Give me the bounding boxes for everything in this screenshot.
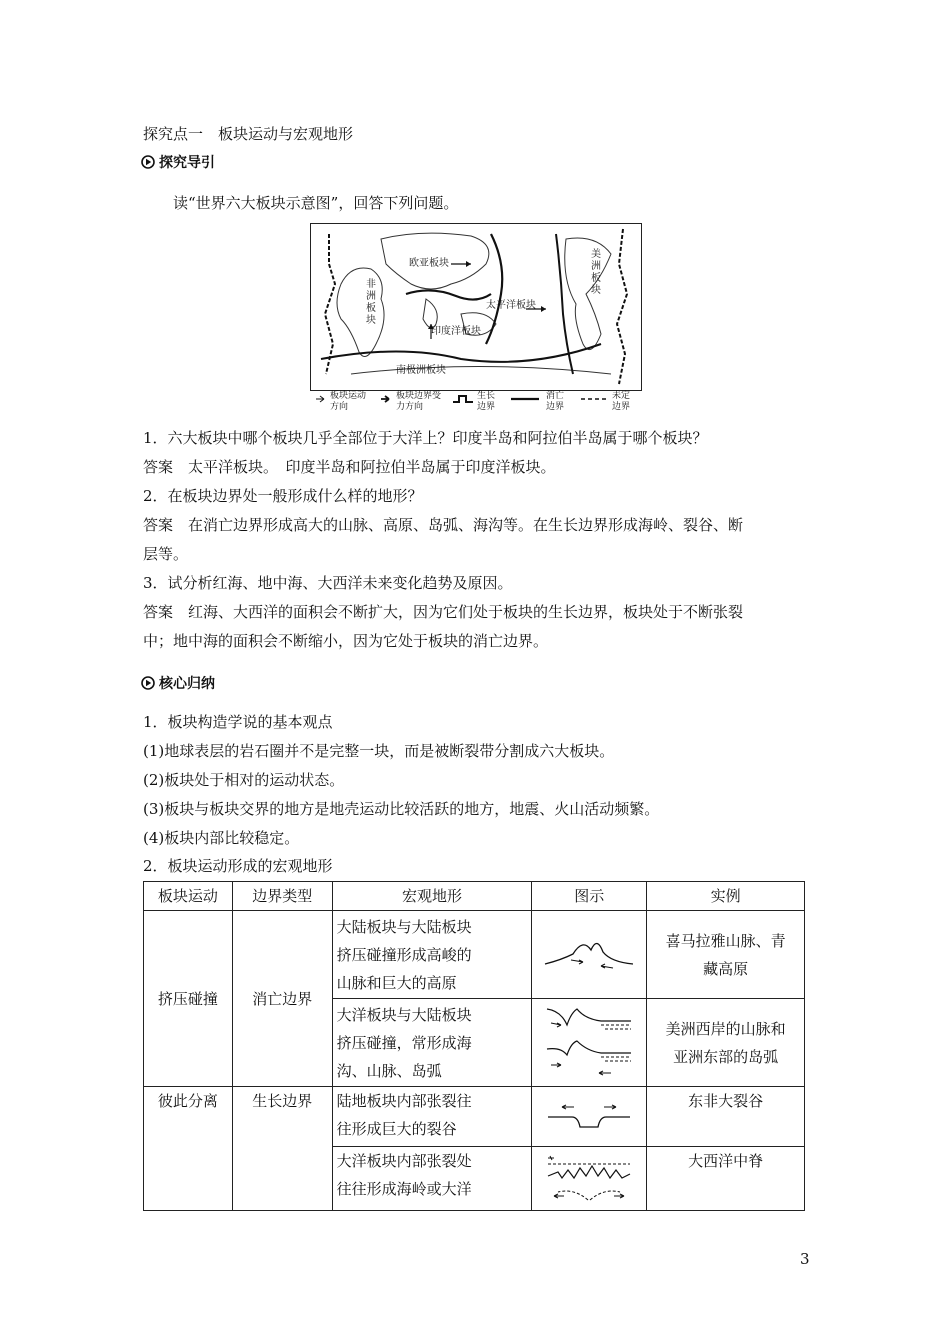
guide-heading-label: 探究导引 — [159, 155, 215, 171]
question-3: 3．试分析红海、地中海、大西洋未来变化趋势及原因。 — [143, 574, 513, 592]
motion-arrow-icon — [315, 394, 329, 404]
question-2: 2．在板块边界处一般形成什么样的地形？ — [143, 487, 423, 505]
plate-label-pacific: 太平洋板块 — [486, 300, 536, 311]
map-legend — [310, 389, 640, 417]
landform-line: 往形成巨大的裂谷 — [336, 1120, 457, 1138]
undefined-boundary-icon — [580, 395, 608, 403]
table-header-row — [144, 882, 805, 911]
example-line: 大西洋中脊 — [688, 1152, 764, 1170]
legend-label-spreading: 生长边界 — [477, 391, 496, 412]
landform-line: 挤压碰撞形成高峻的 — [336, 945, 472, 964]
diagram-cell — [532, 911, 647, 999]
landform-line: 大洋板块与大陆板块 — [336, 1005, 472, 1024]
force-arrow-icon — [380, 394, 394, 404]
play-circle-icon — [141, 676, 155, 690]
example-line: 美洲西岸的山脉和 — [665, 1019, 786, 1038]
motion-cell: 彼此分离 — [144, 1087, 233, 1211]
landform-cell — [332, 911, 532, 999]
core-point-2-title: 2．板块运动形成的宏观地形 — [143, 857, 333, 875]
landform-cell — [332, 999, 532, 1087]
landform-line: 挤压碰撞，常形成海 — [336, 1033, 472, 1052]
landform-line: 大洋板块内部张裂处 — [336, 1152, 472, 1170]
core-point-1-2: (2)板块处于相对的运动状态。 — [143, 771, 345, 789]
core-point-1-1: (1)地球表层的岩石圈并不是完整一块，而是被断裂带分割成六大板块。 — [143, 742, 615, 760]
landform-line: 山脉和巨大的高原 — [336, 973, 457, 992]
core-heading — [141, 673, 215, 693]
answer-3-line-1: 答案 红海、大西洋的面积会不断扩大，因为它们处于板块的生长边界，板块处于不断张裂 — [143, 603, 744, 621]
example-line: 藏高原 — [703, 959, 749, 978]
landform-line: 大陆板块与大陆板块 — [336, 917, 472, 936]
core-point-1-3: (3)板块与板块交界的地方是地壳运动比较活跃的地方，地震、火山活动频繁。 — [143, 800, 660, 818]
legend-label-undefined: 未定边界 — [612, 391, 631, 412]
landform-cell — [332, 1147, 532, 1211]
diagram-cell — [532, 999, 647, 1087]
question-1: 1．六大板块中哪个板块几乎全部位于大洋上？印度半岛和阿拉伯半岛属于哪个板块？ — [143, 429, 708, 447]
guide-heading — [141, 152, 215, 172]
example-line: 喜马拉雅山脉、青 — [665, 931, 786, 950]
table-row — [144, 1087, 805, 1147]
world-plates-map — [310, 223, 642, 391]
plate-label-indian-ocean: 印度洋板块 — [431, 326, 481, 337]
answer-3-line-2: 中；地中海的面积会不断缩小，因为它处于板块的消亡边界。 — [143, 632, 549, 650]
answer-2-line-1: 答案 在消亡边界形成高大的山脉、高原、岛弧、海沟等。在生长边界形成海岭、裂谷、断 — [143, 516, 744, 534]
ocean-continent-subduction-diagram — [541, 1003, 637, 1083]
play-circle-icon — [141, 155, 155, 169]
example-cell — [647, 1147, 805, 1211]
mid-ocean-ridge-diagram — [544, 1152, 634, 1206]
table-header: 板块运动 — [144, 882, 233, 911]
example-cell — [647, 999, 805, 1087]
table-header: 宏观地形 — [332, 882, 532, 911]
subduction-boundary-icon — [510, 395, 540, 403]
plate-label-african: 非洲板块 — [366, 279, 376, 326]
table-row — [144, 911, 805, 999]
landform-table — [143, 881, 805, 1211]
page-number: 3 — [800, 1250, 810, 1268]
continent-collision-diagram — [541, 930, 637, 980]
landform-line: 陆地板块内部张裂往 — [336, 1092, 472, 1110]
rift-valley-diagram — [544, 1097, 634, 1137]
core-point-1-title: 1．板块构造学说的基本观点 — [143, 713, 333, 731]
landform-line: 沟、山脉、岛弧 — [336, 1061, 442, 1080]
landform-cell — [332, 1087, 532, 1147]
legend-label-force: 板块边界受力方向 — [396, 391, 442, 412]
example-cell — [647, 1087, 805, 1147]
plate-label-antarctic: 南极洲板块 — [396, 365, 446, 376]
example-cell — [647, 911, 805, 999]
answer-1: 答案 太平洋板块。 印度半岛和阿拉伯半岛属于印度洋板块。 — [143, 458, 556, 476]
plate-label-eurasian: 欧亚板块 — [409, 258, 449, 269]
guide-intro: 读“世界六大板块示意图”，回答下列问题。 — [173, 194, 459, 212]
example-line: 东非大裂谷 — [688, 1092, 764, 1110]
diagram-cell — [532, 1147, 647, 1211]
plate-label-american: 美洲板块 — [591, 249, 601, 296]
motion-cell: 挤压碰撞 — [144, 911, 233, 1087]
core-heading-label: 核心归纳 — [159, 676, 215, 692]
table-header: 图示 — [532, 882, 647, 911]
legend-label-motion: 板块运动方向 — [330, 391, 367, 412]
section-title: 探究点一 板块运动与宏观地形 — [143, 125, 354, 143]
example-line: 亚洲东部的岛弧 — [673, 1047, 779, 1066]
table-header: 边界类型 — [232, 882, 332, 911]
core-point-1-4: (4)板块内部比较稳定。 — [143, 829, 300, 847]
legend-label-subduction: 消亡边界 — [546, 391, 565, 412]
spreading-boundary-icon — [452, 392, 474, 406]
landform-line: 往往形成海岭或大洋 — [336, 1180, 472, 1198]
diagram-cell — [532, 1087, 647, 1147]
boundary-cell: 消亡边界 — [232, 911, 332, 1087]
boundary-cell: 生长边界 — [232, 1087, 332, 1211]
answer-2-line-2: 层等。 — [143, 545, 189, 563]
table-header: 实例 — [647, 882, 805, 911]
